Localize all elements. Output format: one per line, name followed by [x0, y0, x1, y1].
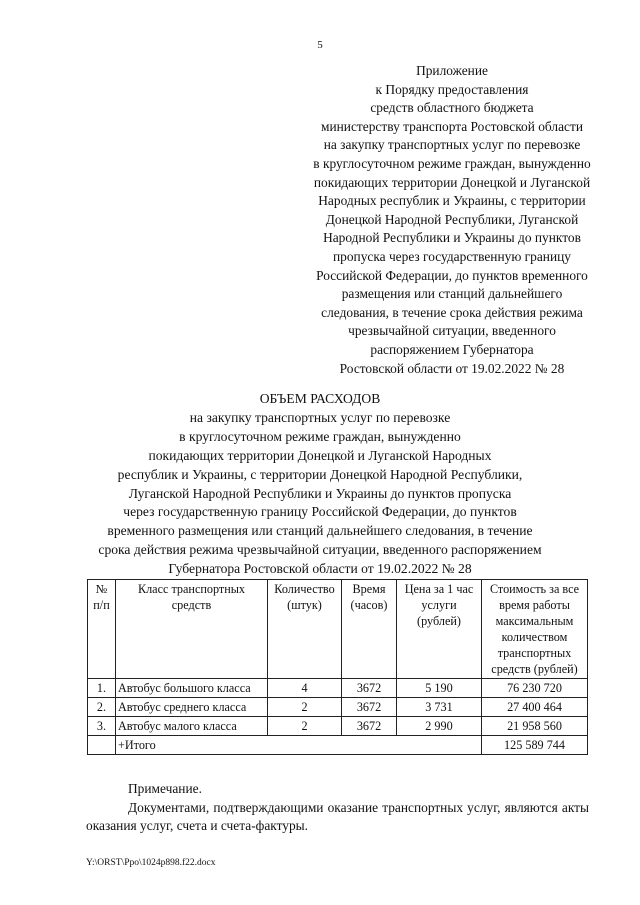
note-text: Документами, подтверждающими оказание транспортных услуг, являются акты оказания услуг, счета и счета-фактуры.	[86, 799, 589, 834]
row-time: 3672	[342, 698, 397, 717]
appendix-line: Народных республик и Украины, с территории	[318, 193, 586, 209]
title-line: через государственную границу Российской Федерации, до пунктов	[123, 504, 517, 520]
appendix-line: Народной Республики и Украины до пунктов	[323, 230, 581, 246]
row-cost: 21 958 560	[482, 717, 588, 736]
header-num: № п/п	[88, 580, 116, 679]
appendix-line: пропуска через государственную границу	[332, 248, 572, 264]
appendix-line: Ростовской области от 19.02.2022 № 28	[339, 360, 565, 376]
title-line: на закупку транспортных услуг по перевозке	[189, 409, 451, 425]
header-cost: Стоимость за все время работы максимальным количеством транспортных средств (рублей)	[482, 580, 588, 679]
header-class: Класс транспортных средств	[116, 580, 268, 679]
total-label: +Итого	[116, 736, 482, 755]
row-quantity: 2	[268, 717, 342, 736]
title-line: в круглосуточном режиме граждан, вынужденно	[179, 428, 461, 444]
appendix-block	[282, 62, 622, 378]
appendix-line: на закупку транспортных услуг по перевозке	[323, 137, 581, 153]
table-row	[88, 717, 588, 736]
row-class: Автобус малого класса	[116, 717, 268, 736]
table-total-row	[88, 736, 588, 755]
appendix-line: министерству транспорта Ростовской области	[321, 118, 583, 134]
row-quantity: 2	[268, 698, 342, 717]
appendix-line: следования, в течение срока действия режима	[321, 304, 583, 320]
row-num: 3.	[88, 717, 116, 736]
appendix-line: чрезвычайной ситуации, введенного	[348, 323, 556, 339]
row-time: 3672	[342, 679, 397, 698]
total-empty-cell	[88, 736, 116, 755]
page-number: 5	[317, 39, 323, 51]
note-heading: Примечание.	[128, 781, 202, 796]
row-num: 1.	[88, 679, 116, 698]
header-price: Цена за 1 час услуги (рублей)	[397, 580, 482, 679]
row-price: 2 990	[397, 717, 482, 736]
appendix-line: Донецкой Народной Республики, Луганской	[325, 211, 579, 227]
table-row	[88, 679, 588, 698]
file-path-footer: Y:\ORST\Ppo\1024p898.f22.docx	[86, 858, 216, 868]
appendix-line: Российской Федерации, до пунктов временного	[316, 267, 588, 283]
cost-table	[87, 579, 588, 755]
total-value: 125 589 744	[482, 736, 588, 755]
row-quantity: 4	[268, 679, 342, 698]
appendix-line: покидающих территории Донецкой и Луганской	[313, 174, 591, 190]
table-header-row	[88, 580, 588, 679]
title-line: Луганской Народной Республики и Украины до пунктов пропуска	[128, 485, 512, 501]
row-class: Автобус большого класса	[116, 679, 268, 698]
table-row	[88, 698, 588, 717]
title-line: республик и Украины, с территории Донецкой Народной Республики,	[117, 466, 523, 482]
appendix-line: в круглосуточном режиме граждан, вынужденно	[313, 155, 591, 171]
row-class: Автобус среднего класса	[116, 698, 268, 717]
header-quantity: Количество (штук)	[268, 580, 342, 679]
appendix-line: к Порядку предоставления	[375, 81, 529, 97]
title-heading: ОБЪЕМ РАСХОДОВ	[259, 391, 381, 406]
document-title	[0, 390, 640, 579]
note-block	[86, 780, 589, 836]
row-cost: 27 400 464	[482, 698, 588, 717]
row-price: 5 190	[397, 679, 482, 698]
appendix-line: распоряжением Губернатора	[370, 341, 534, 357]
title-line: срока действия режима чрезвычайной ситуации, введенного распоряжением	[98, 542, 542, 558]
title-line: Губернатора Ростовской области от 19.02.2022 № 28	[168, 561, 472, 577]
appendix-line: средств областного бюджета	[370, 100, 534, 116]
appendix-line: Приложение	[416, 63, 488, 78]
row-price: 3 731	[397, 698, 482, 717]
title-line: временного размещения или станций дальнейшего следования, в течение	[107, 523, 533, 539]
row-time: 3672	[342, 717, 397, 736]
row-cost: 76 230 720	[482, 679, 588, 698]
header-time: Время (часов)	[342, 580, 397, 679]
title-line: покидающих территории Донецкой и Луганской Народных	[148, 447, 492, 463]
row-num: 2.	[88, 698, 116, 717]
appendix-line: размещения или станций дальнейшего	[341, 286, 563, 302]
